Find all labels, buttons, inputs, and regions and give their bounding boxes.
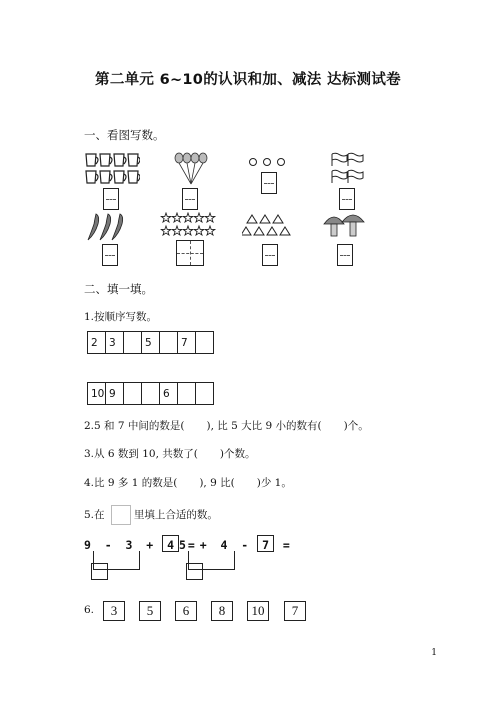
- q2-text-a: 2.5 和 7 中间的数是(: [84, 420, 185, 432]
- seq1-blank-cell[interactable]: [124, 332, 142, 354]
- number-card: 10: [247, 601, 269, 621]
- balloons-group: [174, 152, 210, 186]
- flag-icon: [330, 152, 364, 186]
- sequence-table-2: [87, 382, 214, 405]
- answer-box-triangles[interactable]: [262, 244, 278, 266]
- seq2-cell: 10: [88, 383, 106, 405]
- number-card: 5: [139, 601, 161, 621]
- seq1-cell: 2: [88, 332, 106, 354]
- q5-text-b: 里填上合适的数。: [133, 509, 218, 521]
- equation-1: 9 - 3 + 4 =: [84, 538, 195, 552]
- equation-2-answer-box[interactable]: [257, 535, 274, 552]
- seq2-blank-cell[interactable]: [196, 383, 214, 405]
- page-number: 1: [431, 648, 437, 658]
- stars-group: [160, 212, 220, 238]
- q4-text-a: 4.比 9 多 1 的数是(: [84, 477, 178, 489]
- answer-box-cups[interactable]: [103, 188, 119, 210]
- seq1-cell: 7: [178, 332, 196, 354]
- number-card: 6: [175, 601, 197, 621]
- q5-text-a: 5.在: [84, 509, 105, 521]
- cups-group: [84, 152, 140, 186]
- star-icon: [160, 212, 220, 238]
- section-1-heading: 一、看图写数。: [84, 128, 165, 142]
- pepper-icon: [86, 212, 126, 242]
- answer-box-peppers[interactable]: [102, 244, 118, 266]
- balloon-icon: [174, 152, 210, 186]
- q6-label: 6.: [84, 604, 95, 616]
- circle-icon: [248, 156, 288, 168]
- seq2-blank-cell[interactable]: [124, 383, 142, 405]
- sequence-table-1: [87, 331, 214, 354]
- number-card: 3: [103, 601, 125, 621]
- equation-2: 5 + 4 - 7 =: [179, 538, 290, 552]
- q5-line: [84, 505, 218, 525]
- equation-1-answer-box[interactable]: [162, 535, 179, 552]
- triangles-group: [242, 213, 298, 239]
- seq1-blank-cell[interactable]: [160, 332, 178, 354]
- section-2-heading: 二、填一填。: [84, 282, 153, 296]
- cup-icon: [84, 152, 140, 186]
- q4-text-b: ), 9 比(: [199, 477, 235, 489]
- q4-line: [84, 475, 292, 490]
- circles-group: [248, 156, 288, 168]
- equation-1-step-box[interactable]: [91, 563, 108, 580]
- equation-2-step-box[interactable]: [186, 563, 203, 580]
- q5-example-box: [111, 505, 131, 525]
- peppers-group: [86, 212, 126, 242]
- seq2-cell: 9: [106, 383, 124, 405]
- answer-box-circles[interactable]: [261, 172, 277, 194]
- q3-text-a: 3.从 6 数到 10, 共数了(: [84, 448, 198, 460]
- seq2-blank-cell[interactable]: [142, 383, 160, 405]
- q3-line: [84, 446, 255, 461]
- mushrooms-group: [322, 212, 368, 240]
- q3-text-b: )个数。: [219, 448, 256, 460]
- seq2-blank-cell[interactable]: [178, 383, 196, 405]
- page-title: 第二单元 6~10的认识和加、减法 达标测试卷: [95, 72, 401, 88]
- answer-box-stars[interactable]: [176, 240, 204, 266]
- answer-box-flags[interactable]: [339, 188, 355, 210]
- answer-box-mushrooms[interactable]: [337, 244, 353, 266]
- q4-text-c: )少 1。: [256, 477, 292, 489]
- answer-box-balloons[interactable]: [182, 188, 198, 210]
- flags-group: [330, 152, 364, 186]
- mushroom-icon: [322, 212, 368, 240]
- seq2-cell: 6: [160, 383, 178, 405]
- seq1-cell: 3: [106, 332, 124, 354]
- q2-text-c: )个。: [343, 420, 369, 432]
- number-card: 7: [284, 601, 306, 621]
- q2-text-b: ), 比 5 大比 9 小的数有(: [206, 420, 322, 432]
- q1-label: 1.按顺序写数。: [84, 311, 158, 323]
- triangle-icon: [242, 213, 298, 239]
- seq1-blank-cell[interactable]: [196, 332, 214, 354]
- q2-line: [84, 418, 369, 433]
- seq1-cell: 5: [142, 332, 160, 354]
- number-card: 8: [211, 601, 233, 621]
